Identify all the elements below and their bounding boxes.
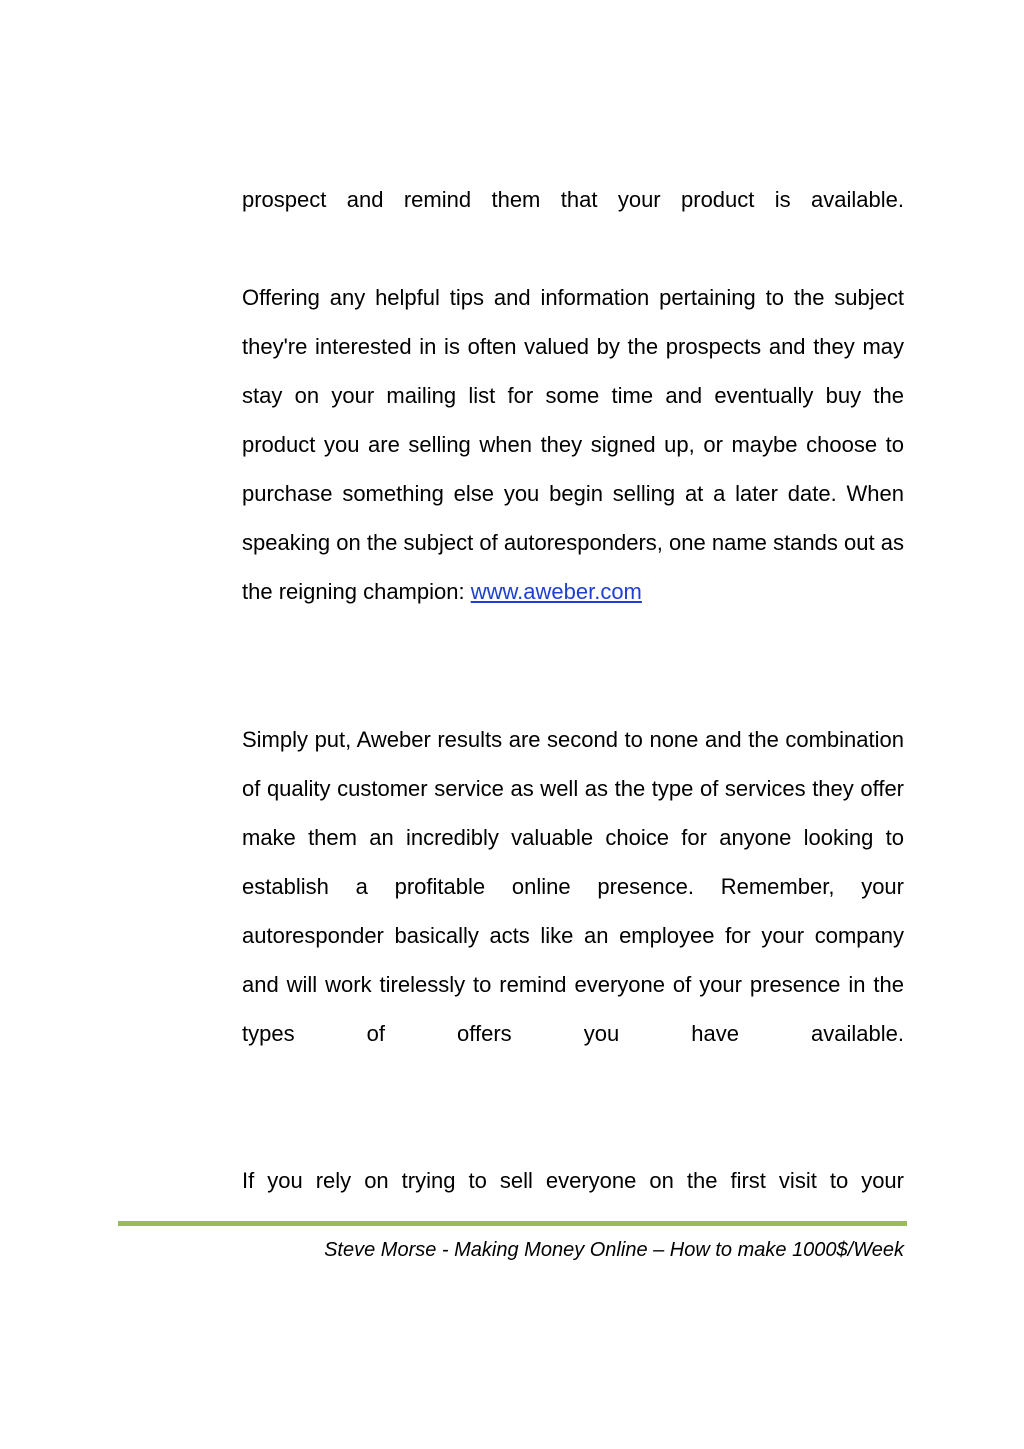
paragraph-2 [242, 273, 904, 616]
paragraph-3 [242, 715, 904, 1058]
paragraph-1 [242, 175, 904, 224]
footer-rule [118, 1221, 907, 1226]
paragraph-1-text: prospect and remind them that your product is available. [242, 187, 904, 212]
paragraph-2-text: Offering any helpful tips and information pertaining to the subject they're interested in is often valued by the prospects and they may stay on your mailing list for some time and eventually buy the product you are selling when they signed up, or maybe choose to purchase something else you begin selling at a later date. When speaking on the subject of autoresponders, one name stands out as the reigning champion: [242, 285, 904, 604]
footer-text: Steve Morse - Making Money Online – How to make 1000$/Week [324, 1239, 904, 1261]
paragraph-3-text: Simply put, Aweber results are second to none and the combination of quality customer service as well as the type of services they offer make them an incredibly valuable choice for anyone looking to establish a profitable online presence. Remember, your autoresponder basically acts like an employee for your company and will work tirelessly to remind everyone of your presence in the types of offers you have available. [242, 727, 904, 1046]
paragraph-4 [242, 1156, 904, 1205]
aweber-link[interactable]: www.aweber.com [470, 579, 642, 604]
paragraph-4-text: If you rely on trying to sell everyone on the first visit to your [242, 1168, 904, 1193]
